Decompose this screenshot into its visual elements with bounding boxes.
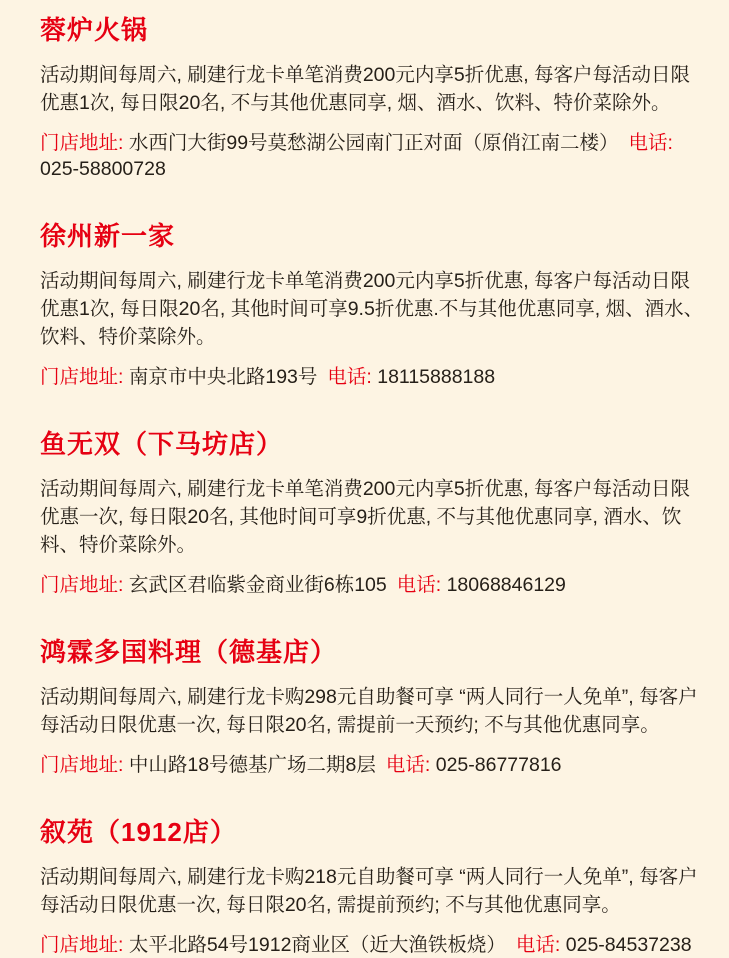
promo-description: 活动期间每周六, 刷建行龙卡单笔消费200元内享5折优惠, 每客户每活动日限优惠1次, 每日限20名, 其他时间可享9.5折优惠.不与其他优惠同享, 烟、酒水、饮料、特价菜除外。 bbox=[40, 270, 704, 348]
address-line bbox=[40, 932, 709, 958]
promo-description: 活动期间每周六, 刷建行龙卡购218元自助餐可享 “两人同行一人免单”, 每客户每活动日限优惠一次, 每日限20名, 需提前预约; 不与其他优惠同享。 bbox=[40, 866, 698, 916]
phone-value: 025-58800728 bbox=[40, 158, 166, 180]
promo-description: 活动期间每周六, 刷建行龙卡单笔消费200元内享5折优惠, 每客户每活动日限优惠1次, 每日限20名, 不与其他优惠同享, 烟、酒水、饮料、特价菜除外。 bbox=[40, 64, 691, 114]
merchant-title: 叙苑（1912店） bbox=[40, 817, 237, 847]
phone-label: 电话: bbox=[628, 132, 673, 154]
address-line bbox=[40, 130, 709, 182]
merchant-section bbox=[40, 430, 709, 598]
address-label: 门店地址: bbox=[40, 934, 124, 956]
promo-description: 活动期间每周六, 刷建行龙卡单笔消费200元内享5折优惠, 每客户每活动日限优惠一次, 每日限20名, 其他时间可享9折优惠, 不与其他优惠同享, 酒水、饮料、特价菜除外。 bbox=[40, 478, 691, 556]
phone-label: 电话: bbox=[385, 754, 431, 776]
phone-value: 025-84537238 bbox=[565, 934, 692, 956]
address-label: 门店地址: bbox=[40, 754, 124, 776]
promo-description: 活动期间每周六, 刷建行龙卡购298元自助餐可享 “两人同行一人免单”, 每客户每活动日限优惠一次, 每日限20名, 需提前一天预约; 不与其他优惠同享。 bbox=[40, 686, 698, 736]
phone-value: 025-86777816 bbox=[435, 754, 562, 776]
merchant-section bbox=[40, 638, 709, 778]
address-label: 门店地址: bbox=[40, 574, 124, 596]
phone-label: 电话: bbox=[327, 366, 372, 388]
phone-value: 18068846129 bbox=[446, 574, 566, 596]
address-value: 玄武区君临紫金商业街6栋105 bbox=[128, 574, 387, 596]
address-label: 门店地址: bbox=[40, 366, 124, 388]
address-value: 太平北路54号1912商业区（近大渔铁板烧） bbox=[128, 934, 506, 956]
merchant-section bbox=[40, 818, 709, 958]
phone-label: 电话: bbox=[396, 574, 442, 596]
address-label: 门店地址: bbox=[40, 132, 124, 154]
phone-value: 18115888188 bbox=[377, 366, 496, 388]
phone-label: 电话: bbox=[515, 934, 561, 956]
merchant-section bbox=[40, 222, 709, 390]
address-line bbox=[40, 752, 709, 778]
merchant-section bbox=[40, 16, 709, 182]
address-line bbox=[40, 364, 709, 390]
merchant-title: 鱼无双（下马坊店） bbox=[40, 429, 284, 459]
address-value: 南京市中央北路193号 bbox=[128, 366, 318, 388]
address-value: 水西门大街99号莫愁湖公园南门正对面（原俏江南二楼） bbox=[128, 132, 619, 154]
merchant-title: 鸿霖多国料理（德基店） bbox=[40, 637, 338, 667]
address-value: 中山路18号德基广场二期8层 bbox=[128, 754, 376, 776]
address-line bbox=[40, 572, 709, 598]
merchant-title: 徐州新一家 bbox=[40, 221, 176, 251]
merchant-title: 蓉炉火锅 bbox=[40, 15, 149, 45]
